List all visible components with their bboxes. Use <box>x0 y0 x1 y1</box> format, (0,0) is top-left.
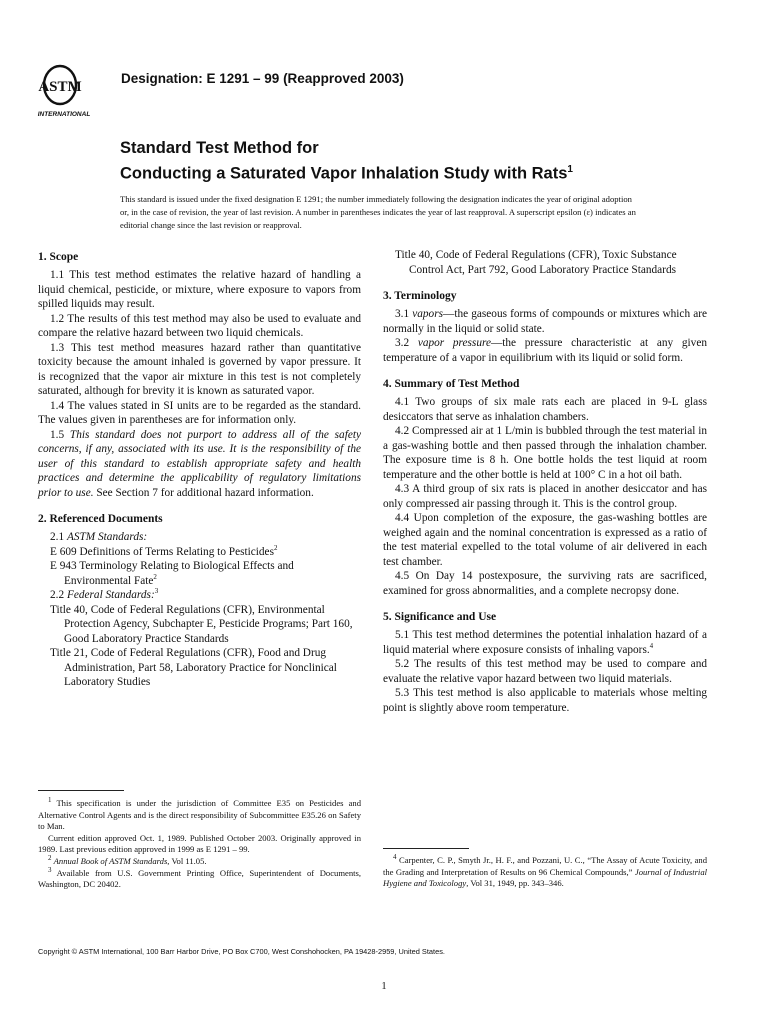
paragraph-3-1: 3.1 vapors—the gaseous forms of compounds or mixtures which are normally in the liquid or solid state. <box>383 308 708 335</box>
footnotes-left <box>38 798 361 891</box>
footnote-divider <box>383 848 469 849</box>
title-line-2: Conducting a Saturated Vapor Inhalation Study with Rats$^1$ <box>120 164 573 183</box>
footnote-1-edition: Current edition approved Oct. 1, 1989. Published October 2003. Originally approved in 1989. Last previous edition approved in 1999 as E 1291 – 99. <box>38 832 361 855</box>
paragraph-1-5: 1.5 This standard does not purport to address all of the safety concerns, if any, associated with its use. It is the responsibility of the user of this standard to establish appropriate safety and health practices and determine the applicability of regulatory limitations prior to use. See Section 7 for additional hazard information. <box>38 428 362 499</box>
page-number: 1 <box>381 981 387 992</box>
left-column <box>38 250 361 702</box>
paragraph-4-1: 4.1 Two groups of six male rats each are placed in 9-L glass desiccators that serve as inhalation chambers. <box>383 396 707 423</box>
section-significance <box>383 610 707 715</box>
section-heading: 4. Summary of Test Method <box>383 378 520 390</box>
reference-cfr-21-fda: Title 21, Code of Federal Regulations (CFR), Food and Drug Administration, Part 58, Laboratory Practice for Nonclinical Laboratory Studies <box>50 647 337 688</box>
footnote-divider <box>38 790 124 791</box>
paragraph-5-1: 5.1 This test method determines the potential inhalation hazard of a liquid material where exposure consists of inhaling vapors.$^4$ <box>383 629 707 656</box>
paragraph-5-2: 5.2 The results of this test method may be used to compare and evaluate the relative vapor hazard between two liquid materials. <box>383 658 707 685</box>
logo-text: ASTM <box>38 79 82 95</box>
section-heading: 3. Terminology <box>383 290 457 302</box>
footnotes-right <box>383 855 707 890</box>
title-footnote-ref: 1 <box>567 164 573 175</box>
safety-caveat: This standard does not purport to address all of the safety concerns, if any, associated with its use. It is the responsibility of the user of this standard to establish appropriate safety and health practices and determine the applicability of regulatory limitations prior to use. <box>38 428 362 499</box>
footnote-4: $^4$ Carpenter, C. P., Smyth Jr., H. F., and Pozzani, U. C., “The Assay of Acute Toxicity, and the Grading and Interpretation of Results on 96 Chemical Compounds,” Journal of Industrial Hygiene and Toxicology, Vol 31, 1949, pp. 343–346. <box>383 853 707 889</box>
reference-e609: E 609 Definitions of Terms Relating to Pesticides$^2$ <box>50 543 278 558</box>
paragraph-4-5: 4.5 On Day 14 postexposure, the surviving rats are sacrificed, examined for gross abnormalities, and a complete necropsy done. <box>383 570 707 597</box>
astm-logo-icon <box>34 62 114 120</box>
logo-subtext: INTERNATIONAL <box>37 111 91 118</box>
footnote-2: $^2$ Annual Book of ASTM Standards, Vol 11.05. <box>48 854 207 866</box>
paragraph-3-2: 3.2 vapor pressure—the pressure characteristic at any given temperature of a vapor in equilibrium with its liquid or solid form. <box>383 337 707 364</box>
page-title <box>120 138 720 185</box>
subsection-2-1: 2.1 ASTM Standards: <box>50 531 148 543</box>
subsection-2-2: 2.2 Federal Standards:$^3$ <box>50 587 159 601</box>
paragraph-1-3: 1.3 This test method measures hazard rather than quantitative toxicity because the amount inhaled is governed by vapor pressure. It is recognized that the vapor air mixture in this test is not completely saturated, although for brevity it is known as saturated vapor. <box>38 341 361 397</box>
section-summary <box>383 377 707 598</box>
footnote-1: $^1$ This specification is under the jurisdiction of Committee E35 on Pesticides and Alternative Control Agents and is the direct responsibility of Subcommittee E35.26 on Safety to Man. <box>38 796 362 832</box>
section-referenced-documents <box>38 512 361 690</box>
title-line-1: Standard Test Method for <box>120 139 319 157</box>
paragraph-4-4: 4.4 Upon completion of the exposure, the gas-washing bottles are weighed again and the nominal concentration is expressed as a ratio of the test material expelled to the total volume of air delivered in each test chamber. <box>383 512 707 568</box>
reference-cfr-40-tsca: Title 40, Code of Federal Regulations (CFR), Toxic Substance Control Act, Part 792, Good Laboratory Practice Standards <box>395 249 677 276</box>
paragraph-1-2: 1.2 The results of this test method may also be used to evaluate and compare the relative hazard between two liquid chemicals. <box>38 312 361 339</box>
issuance-note: This standard is issued under the fixed designation E 1291; the number immediately following the designation indicates the year of original adoption or, in the case of revision, the year of last revision. A number in parentheses indicates the year of last reapproval. A superscript epsilon (ε) indicates an editorial change since the last revision or reapproval. <box>120 194 636 230</box>
paragraph-5-3: 5.3 This test method is also applicable to materials whose melting point is slightly above room temperature. <box>383 687 707 714</box>
right-column <box>383 248 707 727</box>
references-continued <box>383 248 707 277</box>
reference-cfr-40-epa: Title 40, Code of Federal Regulations (CFR), Environmental Protection Agency, Subchapter E, Pesticide Programs; Part 160, Good Laboratory Practice Standards <box>50 603 353 645</box>
paragraph-4-3: 4.3 A third group of six rats is placed in another desiccator and has only compressed air passing through it. This is the control group. <box>383 483 707 510</box>
section-heading: 2. Referenced Documents <box>38 513 163 525</box>
reference-e943: E 943 Terminology Relating to Biological Effects and Environmental Fate$^2$ <box>50 560 294 587</box>
section-heading: 1. Scope <box>38 251 79 263</box>
footnote-3: $^3$ Available from U.S. Government Printing Office, Superintendent of Documents, Washington, DC 20402. <box>38 865 361 890</box>
paragraph-1-1: 1.1 This test method estimates the relative hazard of handling a liquid chemical, pesticide, or mixture, where exposure to vapors from spilled liquids may result. <box>38 269 361 310</box>
designation: Designation: E 1291 – 99 (Reapproved 2003) <box>121 71 404 86</box>
paragraph-4-2: 4.2 Compressed air at 1 L/min is bubbled through the test material in a gas-washing bottle and then passed through the inhalation chamber. The exposure time is 8 h. One bottle holds the test liquid at room temperature and the other bottle is held at 100° C in a hot oil bath. <box>383 425 707 481</box>
copyright-notice: Copyright © ASTM International, 100 Barr Harbor Drive, PO Box C700, West Conshohocken, PA 19428-2959, United States. <box>38 947 445 956</box>
section-terminology <box>383 289 707 365</box>
section-scope <box>38 250 361 500</box>
paragraph-1-4: 1.4 The values stated in SI units are to be regarded as the standard. The values given in parentheses are for information only. <box>38 399 361 426</box>
section-heading: 5. Significance and Use <box>383 611 497 623</box>
